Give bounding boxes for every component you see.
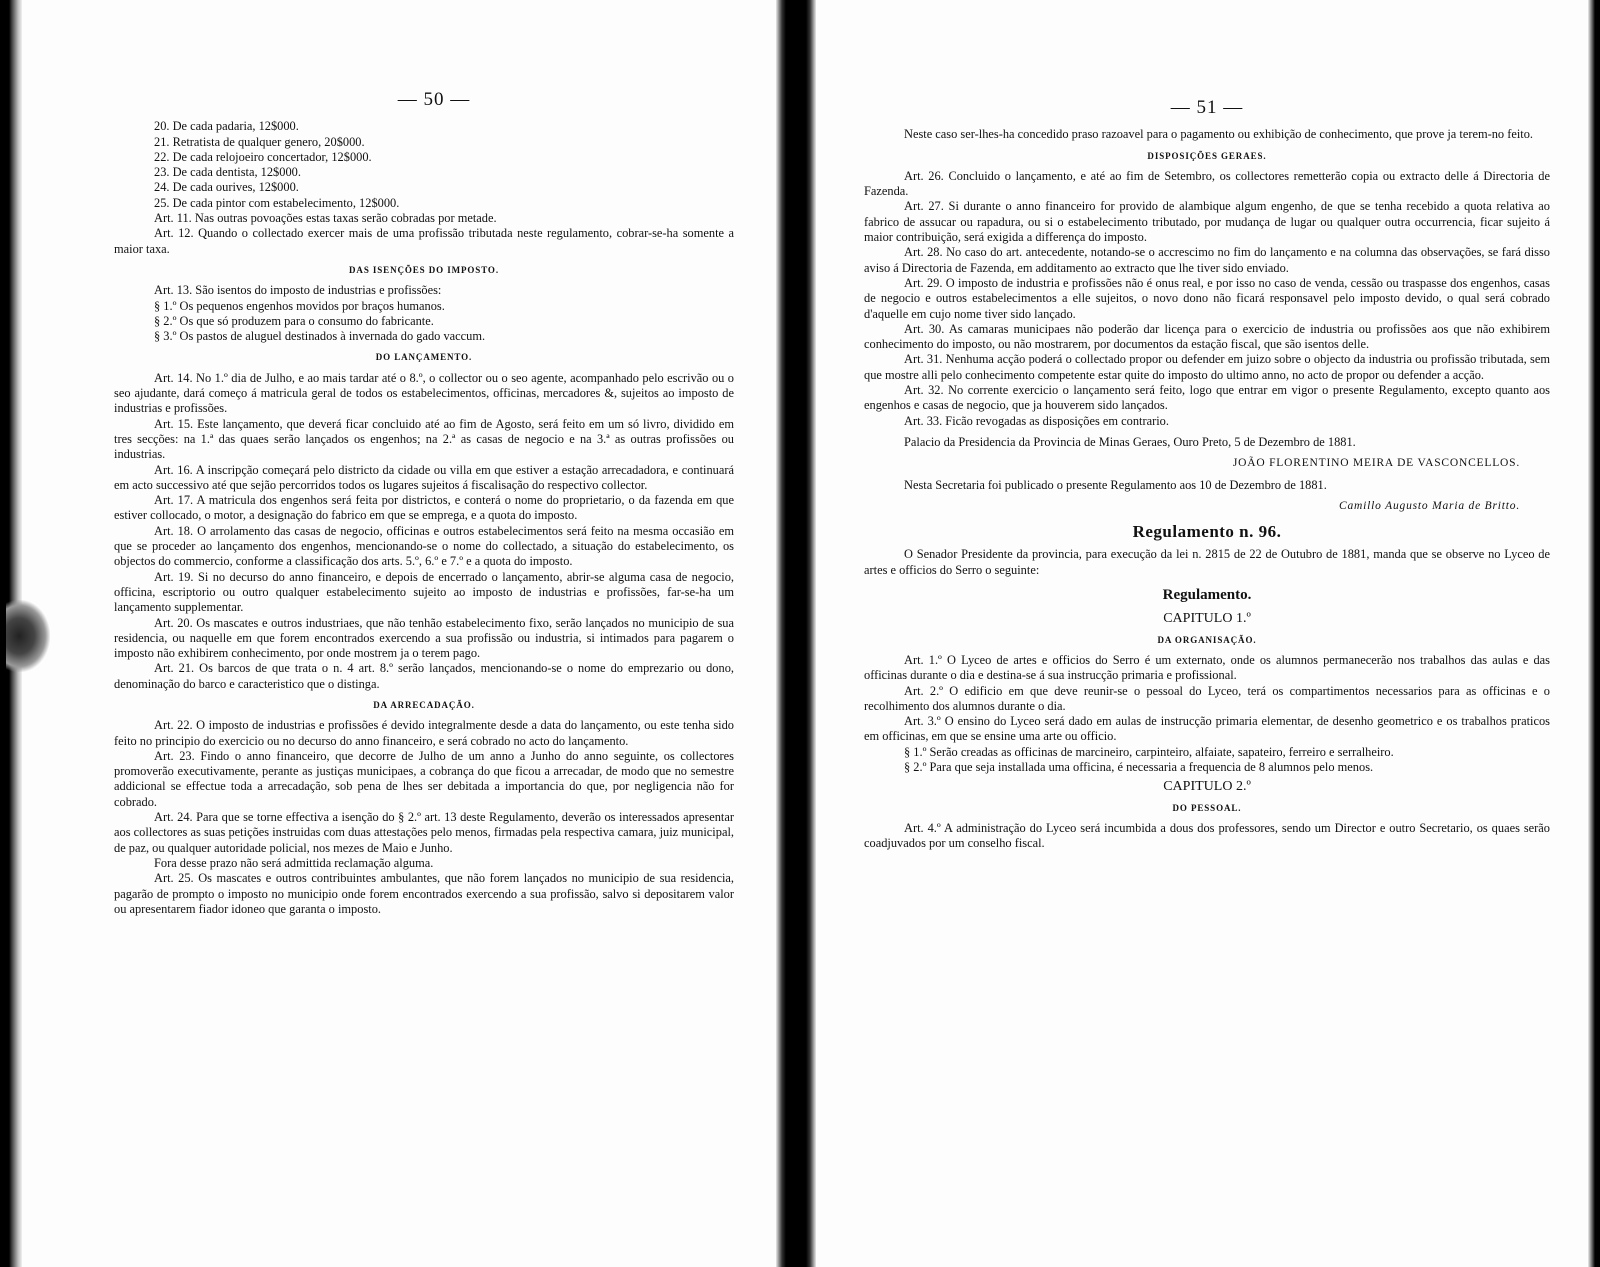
signature-vasconcellos: JOÃO FLORENTINO MEIRA DE VASCONCELLOS. xyxy=(1232,457,1520,470)
paragraph-item: § 2.º Os que só produzem para o consumo do fabricante. xyxy=(154,313,434,328)
chapter-2-heading: CAPITULO 2.º xyxy=(1163,779,1251,795)
article-12: Art. 12. Quando o collectado exercer mais de uma profissão tributada neste regulamento, cobrar-se-ha somente a maior taxa. xyxy=(114,226,734,256)
chapter-1-heading: CAPITULO 1.º xyxy=(1163,611,1251,627)
article-33: Art. 33. Ficão revogadas as disposições em contrario. xyxy=(904,413,1169,428)
list-item: 25. De cada pintor com estabelecimento, 12$000. xyxy=(154,195,400,210)
article-23: Art. 23. Findo o anno financeiro, que decorre de Julho de um anno a Junho do anno seguinte, os collectores promoverão executivamente, perante as justiças municipaes, a cobrança do que ficou a arrecadar, de modo que no semestre addicional se effectue toda a arrecadação, sob pena de lhes ser debitada a importancia do que, por negligencia não for cobrado. xyxy=(114,748,734,809)
article-21: Art. 21. Os barcos de que trata o n. 4 art. 8.º serão lançados, mencionando-se o nome do emprezario ou dono, denominação do barco e caracteristico que o distinga. xyxy=(114,661,734,691)
article-24: Art. 24. Para que se torne effectiva a isenção do § 2.º art. 13 deste Regulamento, deverão os interessados apresentar aos collectores as suas petições instruidas com duas attestações pelo menos, firmadas pela respectiva camara, juiz municipal, de paz, ou qualquer autoridade policial, nos mezes de Maio e Junho. xyxy=(114,810,734,855)
article-26: Art. 26. Concluido o lançamento, e até ao fim de Setembro, os collectores remetterão copia ou extracto delle á Directoria de Fazenda. xyxy=(864,168,1550,199)
article-2: Art. 2.º O edificio em que deve reunir-se o pessoal do Lyceo, terá os compartimentos necessarios para as officinas e o recolhimento dos alumnos durante o dia. xyxy=(864,683,1550,713)
article-17: Art. 17. A matricula dos engenhos será feita por districtos, e conterá o nome do proprietario, o da fazenda em que estiver collocado, o motor, a designação do fabrico em que se emprega, e a quota do imposto. xyxy=(114,493,734,523)
paragraph-item: § 1.º Os pequenos engenhos movidos por braços humanos. xyxy=(154,298,445,313)
section-heading-isencoes: DAS ISENÇÕES DO IMPOSTO. xyxy=(349,264,499,275)
regulation-subtitle: Regulamento. xyxy=(1162,587,1252,604)
article-14: Art. 14. No 1.º dia de Julho, e ao mais tardar até o 8.º, o collector ou o seo agente, acompanhado pelo escrivão ou o seo ajudante, dará começo á matricula geral de todos os estabelecimentos, officinas, mercadores &, sujeitos ao imposto de industrias e profissões. xyxy=(114,370,734,416)
page-damage-mark xyxy=(6,600,50,672)
regulation-title: Regulamento n. 96. xyxy=(1132,522,1282,542)
article-13: Art. 13. São isentos do imposto de industrias e profissões: xyxy=(154,283,442,298)
list-item: 21. Retratista de qualquer genero, 20$000. xyxy=(154,134,365,149)
section-heading-pessoal: DO PESSOAL. xyxy=(1172,802,1242,813)
palacio-dateline: Palacio da Presidencia da Provincia de Minas Geraes, Ouro Preto, 5 de Dezembro de 1881. xyxy=(904,434,1356,449)
article-32: Art. 32. No corrente exercicio o lançamento será feito, logo que entrar em vigor o presente Regulamento, excepto quanto aos engenhos e casas de negocio, que ja houverem sido lançados. xyxy=(864,383,1550,413)
article-4: Art. 4.º A administração do Lyceo será incumbida a dous dos professores, sendo um Director e outro Secretario, os quaes serão coadjuvados por um conselho fiscal. xyxy=(864,820,1550,851)
list-item: 24. De cada ourives, 12$000. xyxy=(154,180,299,195)
right-page-content xyxy=(864,97,1550,851)
article-31: Art. 31. Nenhuma acção poderá o collectado propor ou defender em juizo sobre o objecto da industria ou profissão tributada, sem que mostre alli pelo conhecimento competente estar quite do imposto do ultimo anno, no acto de propor ou defender a acção. xyxy=(864,352,1550,382)
list-item: 22. De cada relojoeiro concertador, 12$000. xyxy=(154,149,372,164)
article-1: Art. 1.º O Lyceo de artes e officios do Serro é um externato, onde os alumnos permanecerão nos trabalhos das aulas e das officinas durante o dia e destina-se á sua instrucção primaria e profissional. xyxy=(864,652,1550,683)
list-item: 23. De cada dentista, 12$000. xyxy=(154,165,301,180)
article-28: Art. 28. No caso do art. antecedente, notando-se o accrescimo no fim do lançamento e na columna das observações, se fará disso aviso á Directoria de Fazenda, em additamento ao extracto que lhe tiver sido enviado. xyxy=(864,245,1550,275)
article-15: Art. 15. Este lançamento, que deverá ficar concluido até ao fim de Agosto, será feito em um só livro, dividido em tres secções: na 1.ª das quaes serão lançados os engenhos; na 2.ª as casas de negocio e na 3.ª as outras profissões ou industrias. xyxy=(114,416,734,462)
right-page xyxy=(816,0,1588,1267)
section-heading-lancamento: DO LANÇAMENTO. xyxy=(375,352,473,363)
article-22: Art. 22. O imposto de industrias e profissões é devido integralmente desde a data do lançamento, ou este tenha sido feito no principio do exercicio ou no decurso do anno financeiro, e será cobrado no acto do lançamento. xyxy=(114,718,734,748)
regulation-intro: O Senador Presidente da provincia, para execução da lei n. 2815 de 22 de Outubro de 1881, manda que se observe no Lyceo de artes e officios do Serro o seguinte: xyxy=(864,547,1550,577)
article-20: Art. 20. Os mascates e outros industriaes, que não tenhão estabelecimento fixo, serão lançados no municipio de sua residencia, ou naquelle em que forem encontrados exercendo a sua profissão ou industria, si intimados para pagarem o imposto não exhibirem conhecimento, por onde mostrem ja o terem pago. xyxy=(114,615,734,661)
left-page-content xyxy=(114,89,734,917)
paragraph-item: § 2.º Para que seja installada uma officina, é necessaria a frequencia de 8 alumnos pelo menos. xyxy=(904,759,1374,774)
section-heading-disposicoes: DISPOSIÇÕES GERAES. xyxy=(1147,150,1267,161)
list-item: 20. De cada padaria, 12$000. xyxy=(154,119,299,134)
article-11: Art. 11. Nas outras povoações estas taxas serão cobradas por metade. xyxy=(154,211,497,226)
paragraph-item: § 1.º Serão creadas as officinas de marcineiro, carpinteiro, alfaiate, sapateiro, ferreiro e serralheiro. xyxy=(904,744,1394,759)
article-3: Art. 3.º O ensino do Lyceo será dado em aulas de instrucção primaria elementar, de desenho geometrico e os trabalhos praticos em officinas, em que se ensine uma arte ou officio. xyxy=(864,714,1550,744)
intro-paragraph: Neste caso ser-lhes-ha concedido praso razoavel para o pagamento ou exhibição de conhecimento, que prove ja terem-no feito. xyxy=(904,127,1533,142)
article-19: Art. 19. Si no decurso do anno financeiro, e depois de encerrado o lançamento, abrir-se alguma casa de negocio, officina, escriptorio ou outro qualquer estabelecimento sujeito ao imposto de industrias e profissões, far-se-ha um lançamento supplementar. xyxy=(114,569,734,615)
publication-note: Nesta Secretaria foi publicado o presente Regulamento aos 10 de Dezembro de 1881. xyxy=(904,477,1327,492)
article-30: Art. 30. As camaras municipaes não poderão dar licença para o exercicio de industria ou profissões aos que não exhibirem conhecimento do imposto, ou não mostrarem, por documentos da estação fiscal, que são isentos delle. xyxy=(864,321,1550,352)
article-16: Art. 16. A inscripção começará pelo districto da cidade ou villa em que estiver a estação arrecadadora, e continuará em acto successivo até que sejão percorridos todos os lugares sujeitos á fiscalisação do respectivo collector. xyxy=(114,462,734,492)
signature-britto: Camillo Augusto Maria de Britto. xyxy=(1339,499,1520,512)
page-number-50: — 50 — xyxy=(397,89,471,110)
left-page xyxy=(22,0,776,1267)
fora-prazo-note: Fora desse prazo não será admittida reclamação alguma. xyxy=(154,855,434,870)
page-number-51: — 51 — xyxy=(1170,97,1244,118)
article-18: Art. 18. O arrolamento das casas de negocio, officinas e outros estabelecimentos será feito na mesma occasião em que se proceder ao lançamento dos engenhos, mencionando-se o nome do collectado, a situação do estabelecimento, os objectos do commercio, conforme a classificação dos arts. 5.º, 6.º e 7.º e a quota do imposto. xyxy=(114,523,734,569)
book-gutter xyxy=(776,0,816,1267)
paragraph-item: § 3.º Os pastos de aluguel destinados à invernada do gado vaccum. xyxy=(154,329,486,344)
section-heading-arrecadacao: DA ARRECADAÇÃO. xyxy=(373,699,475,710)
article-25: Art. 25. Os mascates e outros contribuintes ambulantes, que não forem lançados no municipio de sua residencia, pagarão de prompto o imposto no municipio onde forem encontrados exercendo a sua profissão, salvo si depositarem valor ou apresentarem fiador idoneo que garanta o imposto. xyxy=(114,871,734,916)
section-heading-organisacao: DA ORGANISAÇÃO. xyxy=(1157,634,1257,645)
article-29: Art. 29. O imposto de industria e profissões não é onus real, e por isso no caso de venda, cessão ou traspasse dos engenhos, casas de negocio e outros estabelecimentos a elle sujeitos, o novo dono não ficará responsavel pelo imposto devido, o qual será cobrado d'aquelle em cujo nome tiver sido lançado. xyxy=(864,275,1550,321)
article-27: Art. 27. Si durante o anno financeiro for provido de alambique algum engenho, de que se tenha recebido a quota relativa ao fabrico de assucar ou rapadura, ou si o estabelecimento tributado, por mudança de lugar ou qualquer outra occurrencia, ficar sujeito á maior contribuição, será exigida a differença do imposto. xyxy=(864,199,1550,245)
scan-right-border xyxy=(1588,0,1600,1267)
